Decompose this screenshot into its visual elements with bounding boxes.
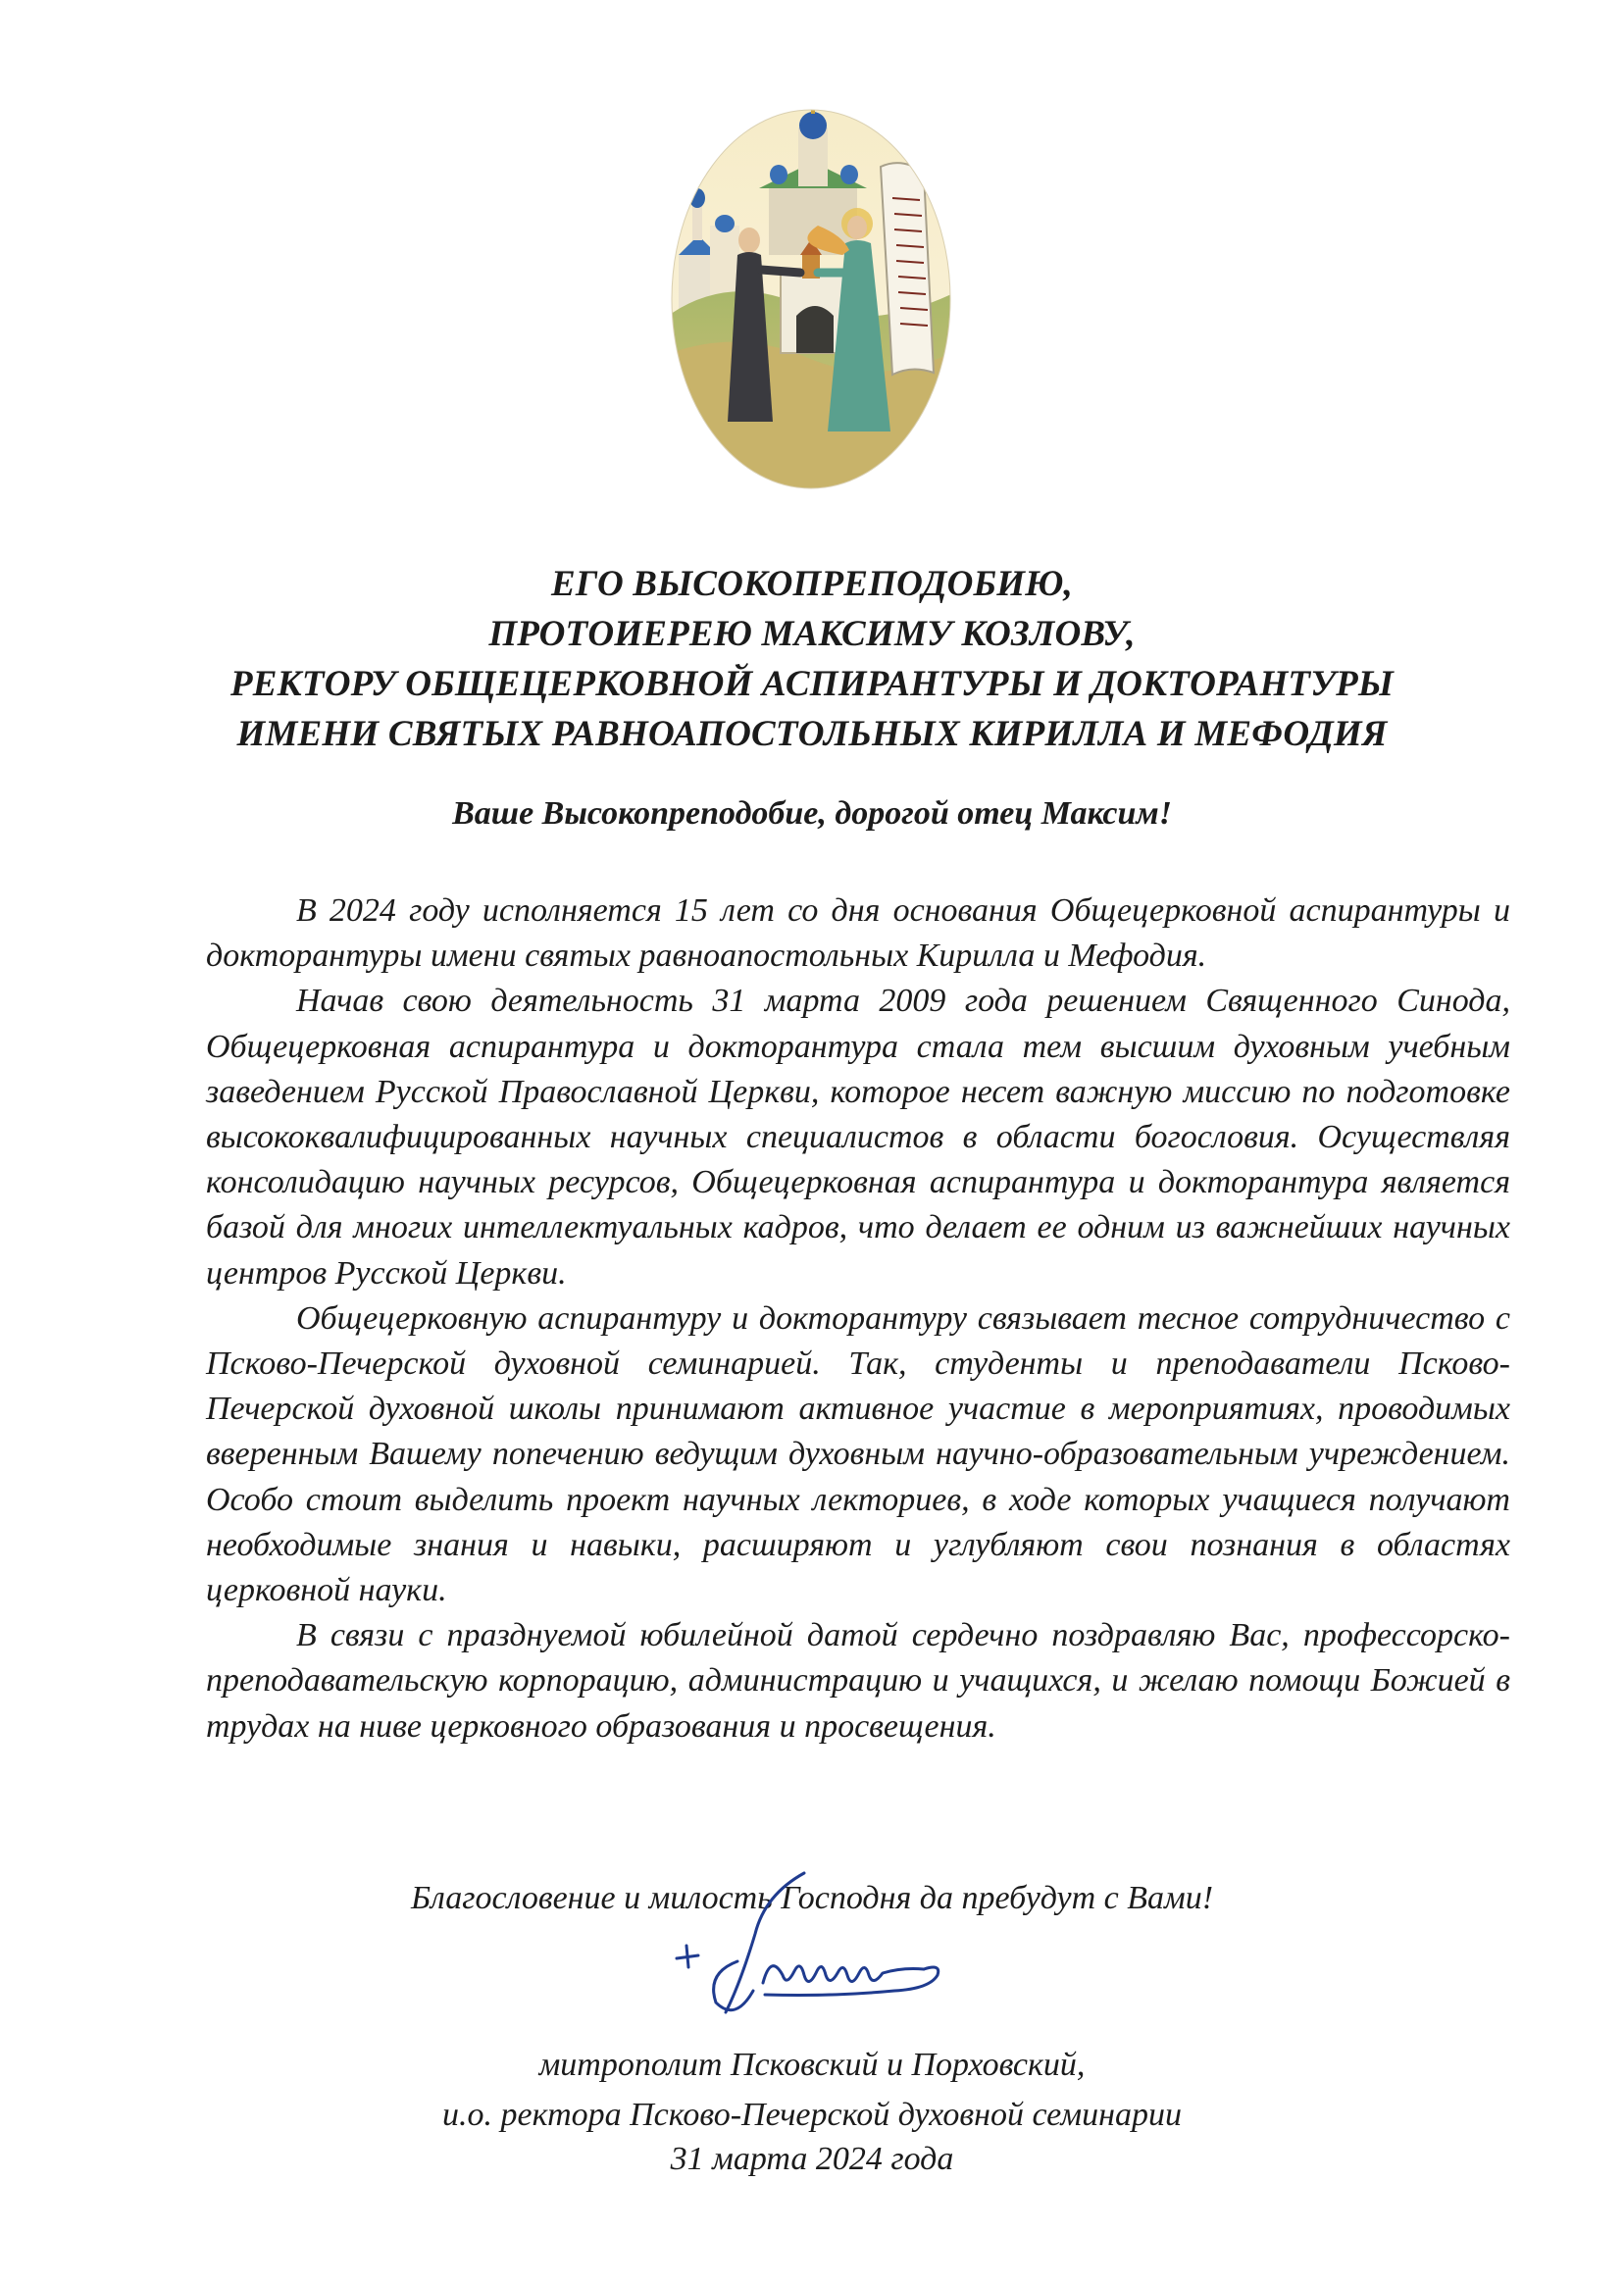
signature (647, 1865, 1000, 2032)
letter-body (206, 888, 1510, 1750)
recipient-address (177, 559, 1447, 759)
address-line: ИМЕНИ СВЯТЫХ РАВНОАПОСТОЛЬНЫХ КИРИЛЛА И МЕФОДИЯ (236, 714, 1388, 754)
handwritten-signature-icon (647, 1865, 1000, 2032)
signer-line: митрополит Псковский и Порховский, (538, 2047, 1086, 2083)
closing-blessing: Благословение и милость Господня да пребудут с Вами! (410, 1880, 1214, 1916)
emblem-illustration-icon (671, 108, 951, 490)
signer-line: и.о. ректора Псково-Печерской духовной семинарии (442, 2097, 1182, 2133)
body-paragraph: Общецерковную аспирантуру и докторантуру связывает тесное сотрудничество с Псково-Печерской духовной семинарией. Так, студенты и преподаватели Псково-Печерской духовной школы принимают активное участие в мероприятиях, проводимых вверенным Вашему попечению ведущим духовным научно-образовательным учреждением. Особо стоит выделить проект научных лекториев, в ходе которых учащиеся получают необходимые знания и навыки, расширяют и углубляют свои познания в областях церковной науки. (206, 1299, 1510, 1609)
address-line: РЕКТОРУ ОБЩЕЦЕРКОВНОЙ АСПИРАНТУРЫ И ДОКТОРАНТУРЫ (229, 664, 1395, 704)
body-paragraph: В 2024 году исполняется 15 лет со дня основания Общецерковной аспирантуры и докторантуры имени святых равноапостольных Кирилла и Мефодия. (206, 892, 1510, 975)
emblem (671, 108, 951, 490)
body-paragraph: В связи с празднуемой юбилейной датой сердечно поздравляю Вас, профессорско-преподавательскую корпорацию, администрацию и учащихся, и желаю помощи Божией в трудах на ниве церковного образования и просвещения. (206, 1617, 1510, 1745)
address-line: ПРОТОИЕРЕЮ МАКСИМУ КОЗЛОВУ, (488, 614, 1136, 654)
salutation: Ваше Высокопреподобие, дорогой отец Максим! (452, 795, 1172, 832)
letter-date: 31 марта 2024 года (670, 2141, 954, 2177)
address-line: ЕГО ВЫСОКОПРЕПОДОБИЮ, (551, 564, 1073, 604)
signatory-title (196, 2040, 1428, 2140)
body-paragraph: Начав свою деятельность 31 марта 2009 года решением Священного Синода, Общецерковная аспирантура и докторантура стала тем высшим духовным учебным заведением Русской Православной Церкви, которое несет важную миссию по подготовке высококвалифицированных научных специалистов в области богословия. Осуществляя консолидацию научных ресурсов, Общецерковная аспирантура и докторантура является базой для многих интеллектуальных кадров, что делает ее одним из важнейших научных центров Русской Церкви. (206, 983, 1510, 1292)
